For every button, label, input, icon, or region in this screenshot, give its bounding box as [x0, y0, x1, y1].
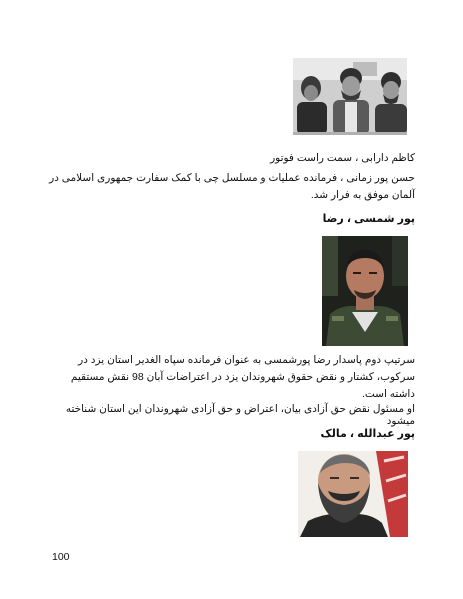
portrait-2-image	[298, 451, 408, 537]
heading-1: پور شمسی ، رضا	[322, 213, 415, 225]
group-photo	[293, 58, 407, 135]
page-number: 100	[52, 551, 70, 563]
heading-2: پور عبدالله ، مالک	[320, 428, 415, 440]
portrait-photo-2	[298, 451, 408, 537]
paragraph-1: حسن پور زمانی ، فرمانده عملیات و مسلسل چی با کمک سفارت جمهوری اسلامی در آلمان موفق به فرار شد.	[49, 172, 415, 201]
paragraph-2: سرتیپ دوم پاسدار رضا پورشمسی به عنوان فرمانده سپاه الغدیر استان یزد در سرکوب، کشتار و نقض حقوق شهروندان یزد در اعتراضات آبان 98 نقش مستقیم داشته است.	[70, 354, 415, 400]
photo-caption: کاظم دارابی ، سمت راست فوتور	[270, 152, 415, 164]
paragraph-3: او مسئول نقض حق آزادی بیان، اعتراض و حق آزادی شهروندان این استان شناخته میشود	[65, 403, 415, 427]
portrait-photo-1	[322, 236, 408, 346]
portrait-1-image	[322, 236, 408, 346]
group-photo-image	[293, 58, 407, 135]
